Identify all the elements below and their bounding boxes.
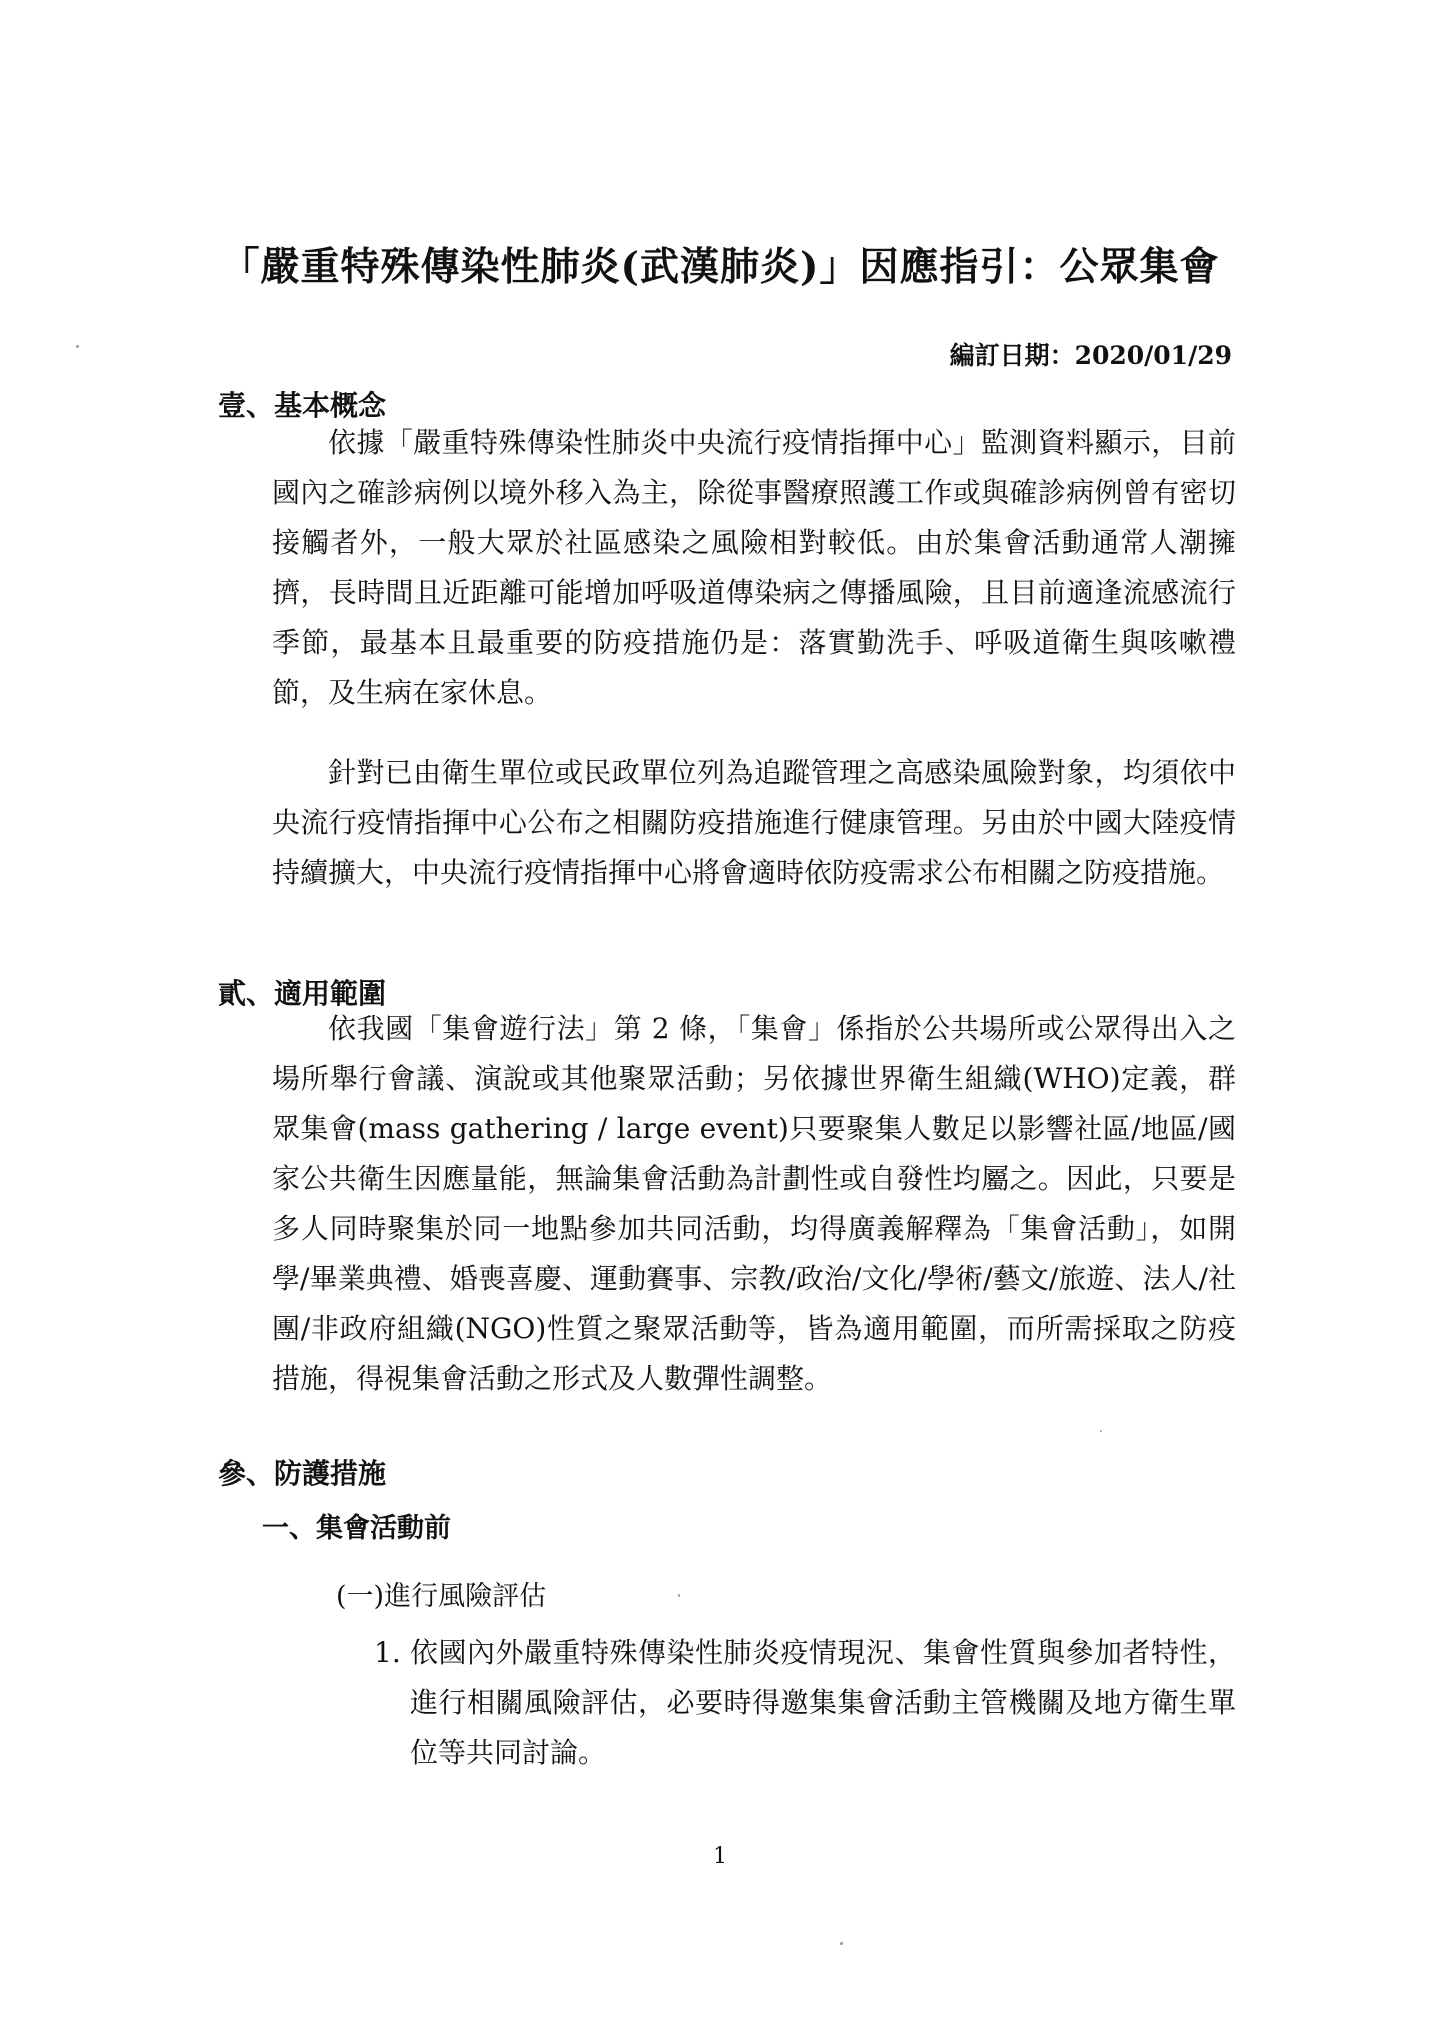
- scan-speck: [840, 1942, 843, 1945]
- scan-speck: [1100, 1430, 1102, 1432]
- paragraph-basic-concepts-2: 針對已由衛生單位或民政單位列為追蹤管理之高感染風險對象，均須依中央流行疫情指揮中心公布之相關防疫措施進行健康管理。另由於中國大陸疫情持續擴大，中央流行疫情指揮中心將會適時依防疫需求公布相關之防疫措施。: [272, 756, 1236, 889]
- list-item-1: [374, 1628, 1236, 1778]
- page-number: 1: [713, 1844, 727, 1869]
- section-heading-basic-concepts: 壹、基本概念: [218, 389, 387, 422]
- item-risk-assessment: (一)進行風險評估: [336, 1581, 547, 1612]
- revision-date: 編訂日期：2020/01/29: [949, 341, 1232, 370]
- section-heading-protective-measures: 參、防護措施: [218, 1457, 387, 1490]
- paragraph-basic-concepts-1: 依據「嚴重特殊傳染性肺炎中央流行疫情指揮中心」監測資料顯示，目前國內之確診病例以境外移入為主，除從事醫療照護工作或與確診病例曾有密切接觸者外，一般大眾於社區感染之風險相對較低。由於集會活動通常人潮擁擠，長時間且近距離可能增加呼吸道傳染病之傳播風險，且目前適逢流感流行季節，最基本且最重要的防疫措施仍是：落實勤洗手、呼吸道衛生與咳嗽禮節，及生病在家休息。: [272, 426, 1236, 709]
- list-text: 依國內外嚴重特殊傳染性肺炎疫情現況、集會性質與參加者特性，進行相關風險評估，必要時得邀集集會活動主管機關及地方衛生單位等共同討論。: [410, 1636, 1236, 1769]
- section-heading-scope: 貳、適用範圍: [218, 977, 387, 1010]
- scan-speck: [678, 1594, 680, 1597]
- document-title: 「嚴重特殊傳染性肺炎(武漢肺炎)」因應指引：公眾集會: [220, 244, 1220, 290]
- scan-speck: [76, 345, 79, 348]
- list-number: 1.: [374, 1636, 401, 1669]
- paragraph-scope: 依我國「集會遊行法」第 2 條，「集會」係指於公共場所或公眾得出入之場所舉行會議、演說或其他聚眾活動；另依據世界衛生組織(WHO)定義，群眾集會(mass gathering / large event)只要聚集人數足以影響社區/地區/國家公共衛生因應量能，無論集會活動為計劃性或自發性均屬之。因此，只要是多人同時聚集於同一地點參加共同活動，均得廣義解釋為「集會活動」，如開學/畢業典禮、婚喪喜慶、運動賽事、宗教/政治/文化/學術/藝文/旅遊、法人/社團/非政府組織(NGO)性質之聚眾活動等，皆為適用範圍，而所需採取之防疫措施，得視集會活動之形式及人數彈性調整。: [272, 1012, 1236, 1395]
- subsection-heading-before-event: 一、集會活動前: [262, 1513, 451, 1544]
